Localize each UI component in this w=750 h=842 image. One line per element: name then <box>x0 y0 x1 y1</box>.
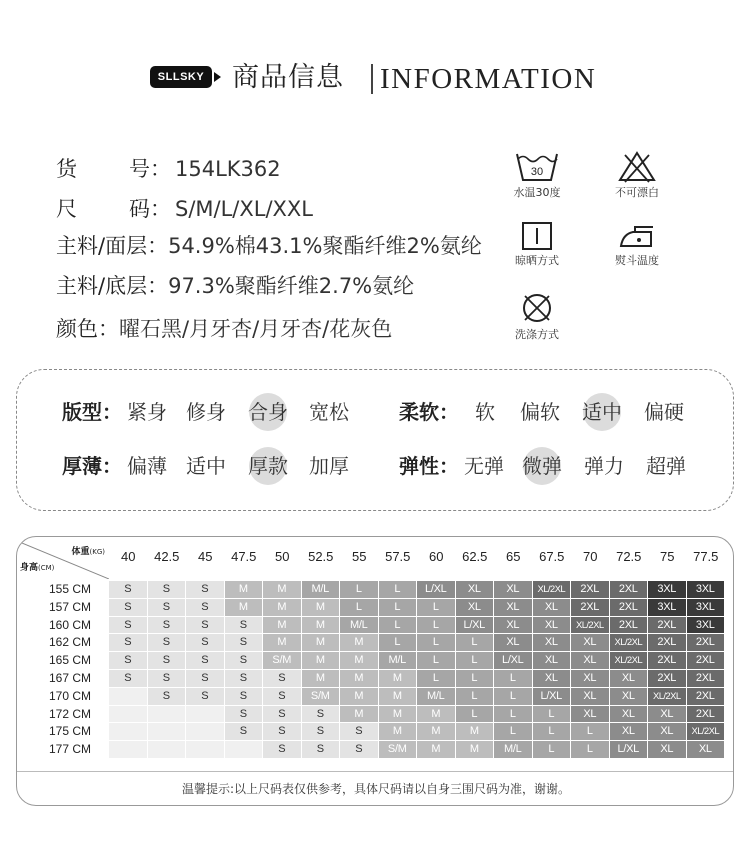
size-cell: L <box>494 688 533 706</box>
weight-head-cell: 70 <box>583 549 598 564</box>
size-cell: M <box>263 634 302 652</box>
title-en: INFORMATION <box>380 63 597 95</box>
size-cell: L <box>379 634 418 652</box>
size-cell: S <box>302 706 341 724</box>
size-cell: M <box>340 670 379 688</box>
size-cell: XL <box>456 599 495 617</box>
size-cell: M <box>225 599 264 617</box>
size-cell: XL/2XL <box>533 581 572 599</box>
info-item-no-label-b: 号： <box>129 157 171 181</box>
size-cell: M/L <box>302 581 341 599</box>
weight-head-cell: 50 <box>275 549 290 564</box>
height-row-label: 157 CM <box>48 599 91 614</box>
info-bottom <box>56 272 414 300</box>
size-cell <box>109 741 148 759</box>
size-cell: XL/2XL <box>610 652 649 670</box>
size-cell: S <box>225 634 264 652</box>
attr-fit-label: 版型： <box>62 400 122 424</box>
info-color-label: 颜色： <box>56 317 119 341</box>
info-size <box>56 195 313 223</box>
size-cell <box>109 688 148 706</box>
size-cell: XL <box>533 634 572 652</box>
size-cell <box>109 706 148 724</box>
height-header <box>20 560 54 573</box>
size-cell: L <box>456 634 495 652</box>
size-cell: S <box>109 617 148 635</box>
size-cell: S <box>225 706 264 724</box>
size-cell: L <box>417 670 456 688</box>
care-wash <box>497 150 577 200</box>
size-cell: 2XL <box>687 688 726 706</box>
no-bleach-icon <box>617 150 657 184</box>
size-cell: XL <box>533 670 572 688</box>
size-cell: S <box>148 634 187 652</box>
info-color <box>56 315 392 343</box>
care-wash-label: 水温30度 <box>513 186 561 199</box>
size-cell: L <box>456 706 495 724</box>
weight-unit: (KG) <box>89 548 105 556</box>
size-cell: L/XL <box>456 617 495 635</box>
height-row-label: 162 CM <box>48 635 91 650</box>
attr-elasticity-option: 无弹 <box>464 454 504 478</box>
weight-head-cell: 47.5 <box>231 549 257 564</box>
size-cell <box>109 723 148 741</box>
size-cell: M <box>417 723 456 741</box>
attr-thickness-option: 偏薄 <box>127 454 167 478</box>
weight-head-cell: 57.5 <box>385 549 411 564</box>
weight-head-cell: 62.5 <box>462 549 488 564</box>
size-cell: L <box>533 706 572 724</box>
size-cell: M <box>302 652 341 670</box>
size-cell: S <box>148 670 187 688</box>
size-cell: XL <box>533 617 572 635</box>
attr-fit-option: 宽松 <box>309 400 349 424</box>
size-cell: L <box>379 617 418 635</box>
table-corner <box>17 537 109 579</box>
iron-icon <box>617 222 657 252</box>
size-cell: L <box>494 706 533 724</box>
size-cell <box>186 706 225 724</box>
size-cell: L <box>533 741 572 759</box>
size-cell: 3XL <box>687 617 726 635</box>
weight-head-cell: 75 <box>660 549 675 564</box>
attr-elasticity-option: 超弹 <box>646 454 686 478</box>
attr-fit-option-selected: 合身 <box>248 400 288 424</box>
size-cell: S <box>225 688 264 706</box>
size-cell: M <box>302 599 341 617</box>
size-cell: M/L <box>340 617 379 635</box>
size-table <box>16 536 734 806</box>
size-cell: L <box>571 723 610 741</box>
size-cell: XL <box>494 581 533 599</box>
attr-softness-option: 软 <box>475 400 495 424</box>
height-row-label: 175 CM <box>48 724 91 739</box>
size-cell <box>148 723 187 741</box>
size-cell: XL/2XL <box>571 617 610 635</box>
height-row-label: 170 CM <box>48 688 91 703</box>
size-cell: S <box>148 652 187 670</box>
size-cell: S <box>302 723 341 741</box>
size-cell: M <box>340 652 379 670</box>
size-cell: L <box>456 652 495 670</box>
care-wash-method-label: 洗涤方式 <box>515 328 559 341</box>
size-cell: S <box>263 688 302 706</box>
size-cell: L/XL <box>533 688 572 706</box>
size-cell: L <box>494 670 533 688</box>
weight-head-cell: 65 <box>506 549 521 564</box>
size-cell: XL <box>494 634 533 652</box>
care-bleach-label: 不可漂白 <box>615 186 659 199</box>
size-cell: 2XL <box>648 652 687 670</box>
care-wash-method <box>497 290 577 342</box>
size-cell: L <box>379 581 418 599</box>
size-cell: 2XL <box>648 617 687 635</box>
size-cell: L/XL <box>610 741 649 759</box>
size-cell: S/M <box>302 688 341 706</box>
size-cell: S <box>263 706 302 724</box>
size-cell: M <box>379 706 418 724</box>
size-cell: S <box>186 634 225 652</box>
size-cell: XL <box>494 599 533 617</box>
size-cell: M <box>379 723 418 741</box>
weight-head-cell: 55 <box>352 549 367 564</box>
size-cell: M <box>302 634 341 652</box>
size-cell: L <box>571 741 610 759</box>
size-cell: M <box>302 670 341 688</box>
size-cell <box>148 741 187 759</box>
weight-head-cell: 52.5 <box>308 549 334 564</box>
size-cell: M <box>340 634 379 652</box>
size-cell: 2XL <box>610 581 649 599</box>
size-cell: S <box>109 670 148 688</box>
size-cell: XL <box>687 741 726 759</box>
attr-softness-option: 偏软 <box>520 400 560 424</box>
info-item-no <box>56 155 281 183</box>
size-cell <box>186 723 225 741</box>
size-cell: 2XL <box>687 706 726 724</box>
attr-fit-option: 修身 <box>186 400 226 424</box>
size-cell: M/L <box>379 652 418 670</box>
size-cell: M/L <box>494 741 533 759</box>
weight-head-cell: 60 <box>429 549 444 564</box>
size-cell: L <box>417 599 456 617</box>
size-cell: M <box>340 688 379 706</box>
weight-head-cell: 42.5 <box>154 549 180 564</box>
size-cell: XL <box>533 599 572 617</box>
size-cell: XL <box>648 723 687 741</box>
title-cn: 商品信息 <box>232 62 344 93</box>
size-cell: S <box>148 581 187 599</box>
attr-elasticity-option: 弹力 <box>584 454 624 478</box>
size-cell: S <box>186 688 225 706</box>
size-cell: S/M <box>379 741 418 759</box>
wash-30-icon <box>514 150 560 184</box>
size-cell: S <box>263 741 302 759</box>
size-cell: S <box>148 599 187 617</box>
attr-thickness-option-selected: 厚款 <box>248 454 288 478</box>
info-size-label-b: 码： <box>129 197 171 221</box>
size-cell: S <box>225 723 264 741</box>
attr-softness-option: 偏硬 <box>644 400 684 424</box>
size-cell: XL <box>610 670 649 688</box>
size-cell: M <box>417 706 456 724</box>
size-cell: M/L <box>417 688 456 706</box>
size-cell: S <box>109 634 148 652</box>
size-cell: S <box>148 617 187 635</box>
size-cell: 2XL <box>610 599 649 617</box>
size-cell <box>186 741 225 759</box>
tip-divider <box>17 771 734 772</box>
height-row-label: 160 CM <box>48 617 91 632</box>
attr-thickness-option: 加厚 <box>309 454 349 478</box>
size-cell: S <box>225 670 264 688</box>
size-cell <box>225 741 264 759</box>
size-cell: M <box>263 617 302 635</box>
info-size-value: S/M/L/XL/XXL <box>175 197 314 221</box>
wash-temp-text: 30 <box>530 166 544 178</box>
size-cell: XL <box>610 688 649 706</box>
weight-head-cell: 77.5 <box>693 549 719 564</box>
size-cell: 2XL <box>610 617 649 635</box>
size-cell: XL/2XL <box>687 723 726 741</box>
size-cell: L <box>456 670 495 688</box>
size-cell: L <box>379 599 418 617</box>
size-cell: M <box>263 599 302 617</box>
size-cell: XL <box>610 723 649 741</box>
size-cell: S <box>186 670 225 688</box>
size-cell: S <box>148 688 187 706</box>
size-cell: M <box>340 706 379 724</box>
size-cell: S <box>186 599 225 617</box>
size-cell: XL <box>571 670 610 688</box>
size-cell: XL <box>571 706 610 724</box>
line-dry-icon <box>520 220 554 252</box>
no-dry-clean-icon <box>519 290 555 326</box>
weight-head-cell: 67.5 <box>539 549 565 564</box>
size-cell: L <box>456 688 495 706</box>
size-cell: S <box>340 741 379 759</box>
size-cell: 3XL <box>648 599 687 617</box>
size-cell: 2XL <box>648 634 687 652</box>
size-cell <box>148 706 187 724</box>
height-row-label: 165 CM <box>48 653 91 668</box>
info-item-no-value: 154LK362 <box>175 157 281 181</box>
size-cell: XL <box>494 617 533 635</box>
size-cell: L <box>417 634 456 652</box>
size-cell: S <box>263 670 302 688</box>
size-cell: 3XL <box>687 599 726 617</box>
size-tip: 温馨提示:以上尺码表仅供参考，具体尺码请以自身三围尺码为准，谢谢。 <box>181 782 571 796</box>
attr-elasticity-label: 弹性： <box>399 454 459 478</box>
size-cell: 2XL <box>687 670 726 688</box>
info-surface-value: 54.9%棉43.1%聚酯纤维2%氨纶 <box>168 234 482 258</box>
size-cell: L <box>533 723 572 741</box>
attr-thickness-label: 厚薄： <box>62 454 122 478</box>
weight-header <box>72 544 106 557</box>
size-cell: L/XL <box>417 581 456 599</box>
attr-softness-label: 柔软： <box>399 400 459 424</box>
height-row-label: 177 CM <box>48 742 91 757</box>
info-color-value: 曜石黑/月牙杏/月牙杏/花灰色 <box>119 317 393 341</box>
height-unit: (CM) <box>38 564 55 572</box>
size-cell: M <box>379 670 418 688</box>
size-cell: M <box>302 617 341 635</box>
brand-arrow-icon <box>214 72 221 82</box>
size-cell: 2XL <box>687 634 726 652</box>
size-cell: S/M <box>263 652 302 670</box>
size-cell: S <box>186 652 225 670</box>
size-cell: XL/2XL <box>610 634 649 652</box>
care-iron <box>597 222 677 268</box>
size-cell: M <box>456 741 495 759</box>
info-surface-label: 主料/面层： <box>56 234 169 258</box>
size-cell: 2XL <box>687 652 726 670</box>
info-surface <box>56 232 482 260</box>
size-cell: S <box>186 581 225 599</box>
height-row-label: 167 CM <box>48 671 91 685</box>
size-cell: M <box>456 723 495 741</box>
size-cell: M <box>417 741 456 759</box>
info-bottom-value: 97.3%聚酯纤维2.7%氨纶 <box>168 274 415 298</box>
size-cell: S <box>186 617 225 635</box>
size-cell: XL <box>648 706 687 724</box>
size-cell: XL <box>571 688 610 706</box>
attr-thickness-option: 适中 <box>186 454 226 478</box>
size-cell: L <box>340 599 379 617</box>
size-cell: S <box>225 652 264 670</box>
size-cell: S <box>109 599 148 617</box>
info-bottom-label: 主料/底层： <box>56 274 169 298</box>
size-cell: 3XL <box>648 581 687 599</box>
size-cell: L <box>417 652 456 670</box>
brand-logo: SLLSKY <box>150 66 212 88</box>
weight-head-cell: 40 <box>121 549 136 564</box>
size-cell: S <box>340 723 379 741</box>
height-row-label: 155 CM <box>48 582 91 596</box>
size-cell: S <box>109 581 148 599</box>
size-cell: M <box>225 581 264 599</box>
size-cell: S <box>302 741 341 759</box>
attr-softness-option-selected: 适中 <box>582 400 622 424</box>
header <box>0 60 750 100</box>
size-cell: XL <box>648 741 687 759</box>
care-iron-label: 熨斗温度 <box>615 254 659 267</box>
size-cell: 2XL <box>571 581 610 599</box>
size-cell: L <box>417 617 456 635</box>
size-cell: L <box>340 581 379 599</box>
care-dry-label: 晾晒方式 <box>515 254 559 267</box>
size-cell: XL/2XL <box>648 688 687 706</box>
attr-elasticity-option-selected: 微弹 <box>522 454 562 478</box>
size-cell: XL <box>571 652 610 670</box>
care-bleach <box>597 150 677 200</box>
care-dry <box>497 220 577 268</box>
size-cell: L <box>494 723 533 741</box>
size-cell: 2XL <box>648 670 687 688</box>
size-cell: XL <box>610 706 649 724</box>
weight-head-cell: 72.5 <box>616 549 642 564</box>
title-divider <box>371 64 373 94</box>
height-row-label: 172 CM <box>48 706 91 721</box>
attributes-panel <box>16 369 734 511</box>
size-cell: 3XL <box>687 581 726 599</box>
size-cell: S <box>263 723 302 741</box>
size-cell: L/XL <box>494 652 533 670</box>
size-cell: XL <box>571 634 610 652</box>
attr-fit-option: 紧身 <box>127 400 167 424</box>
weight-label: 体重 <box>71 547 90 557</box>
size-cell: M <box>379 688 418 706</box>
info-item-no-label-a: 货 <box>56 157 77 181</box>
size-cell: 2XL <box>571 599 610 617</box>
size-cell: XL <box>456 581 495 599</box>
size-cell: S <box>225 617 264 635</box>
info-size-label-a: 尺 <box>56 197 77 221</box>
size-cell: XL <box>533 652 572 670</box>
weight-head-cell: 45 <box>198 549 213 564</box>
height-label: 身高 <box>20 563 39 573</box>
size-cell: M <box>263 581 302 599</box>
size-cell: S <box>109 652 148 670</box>
